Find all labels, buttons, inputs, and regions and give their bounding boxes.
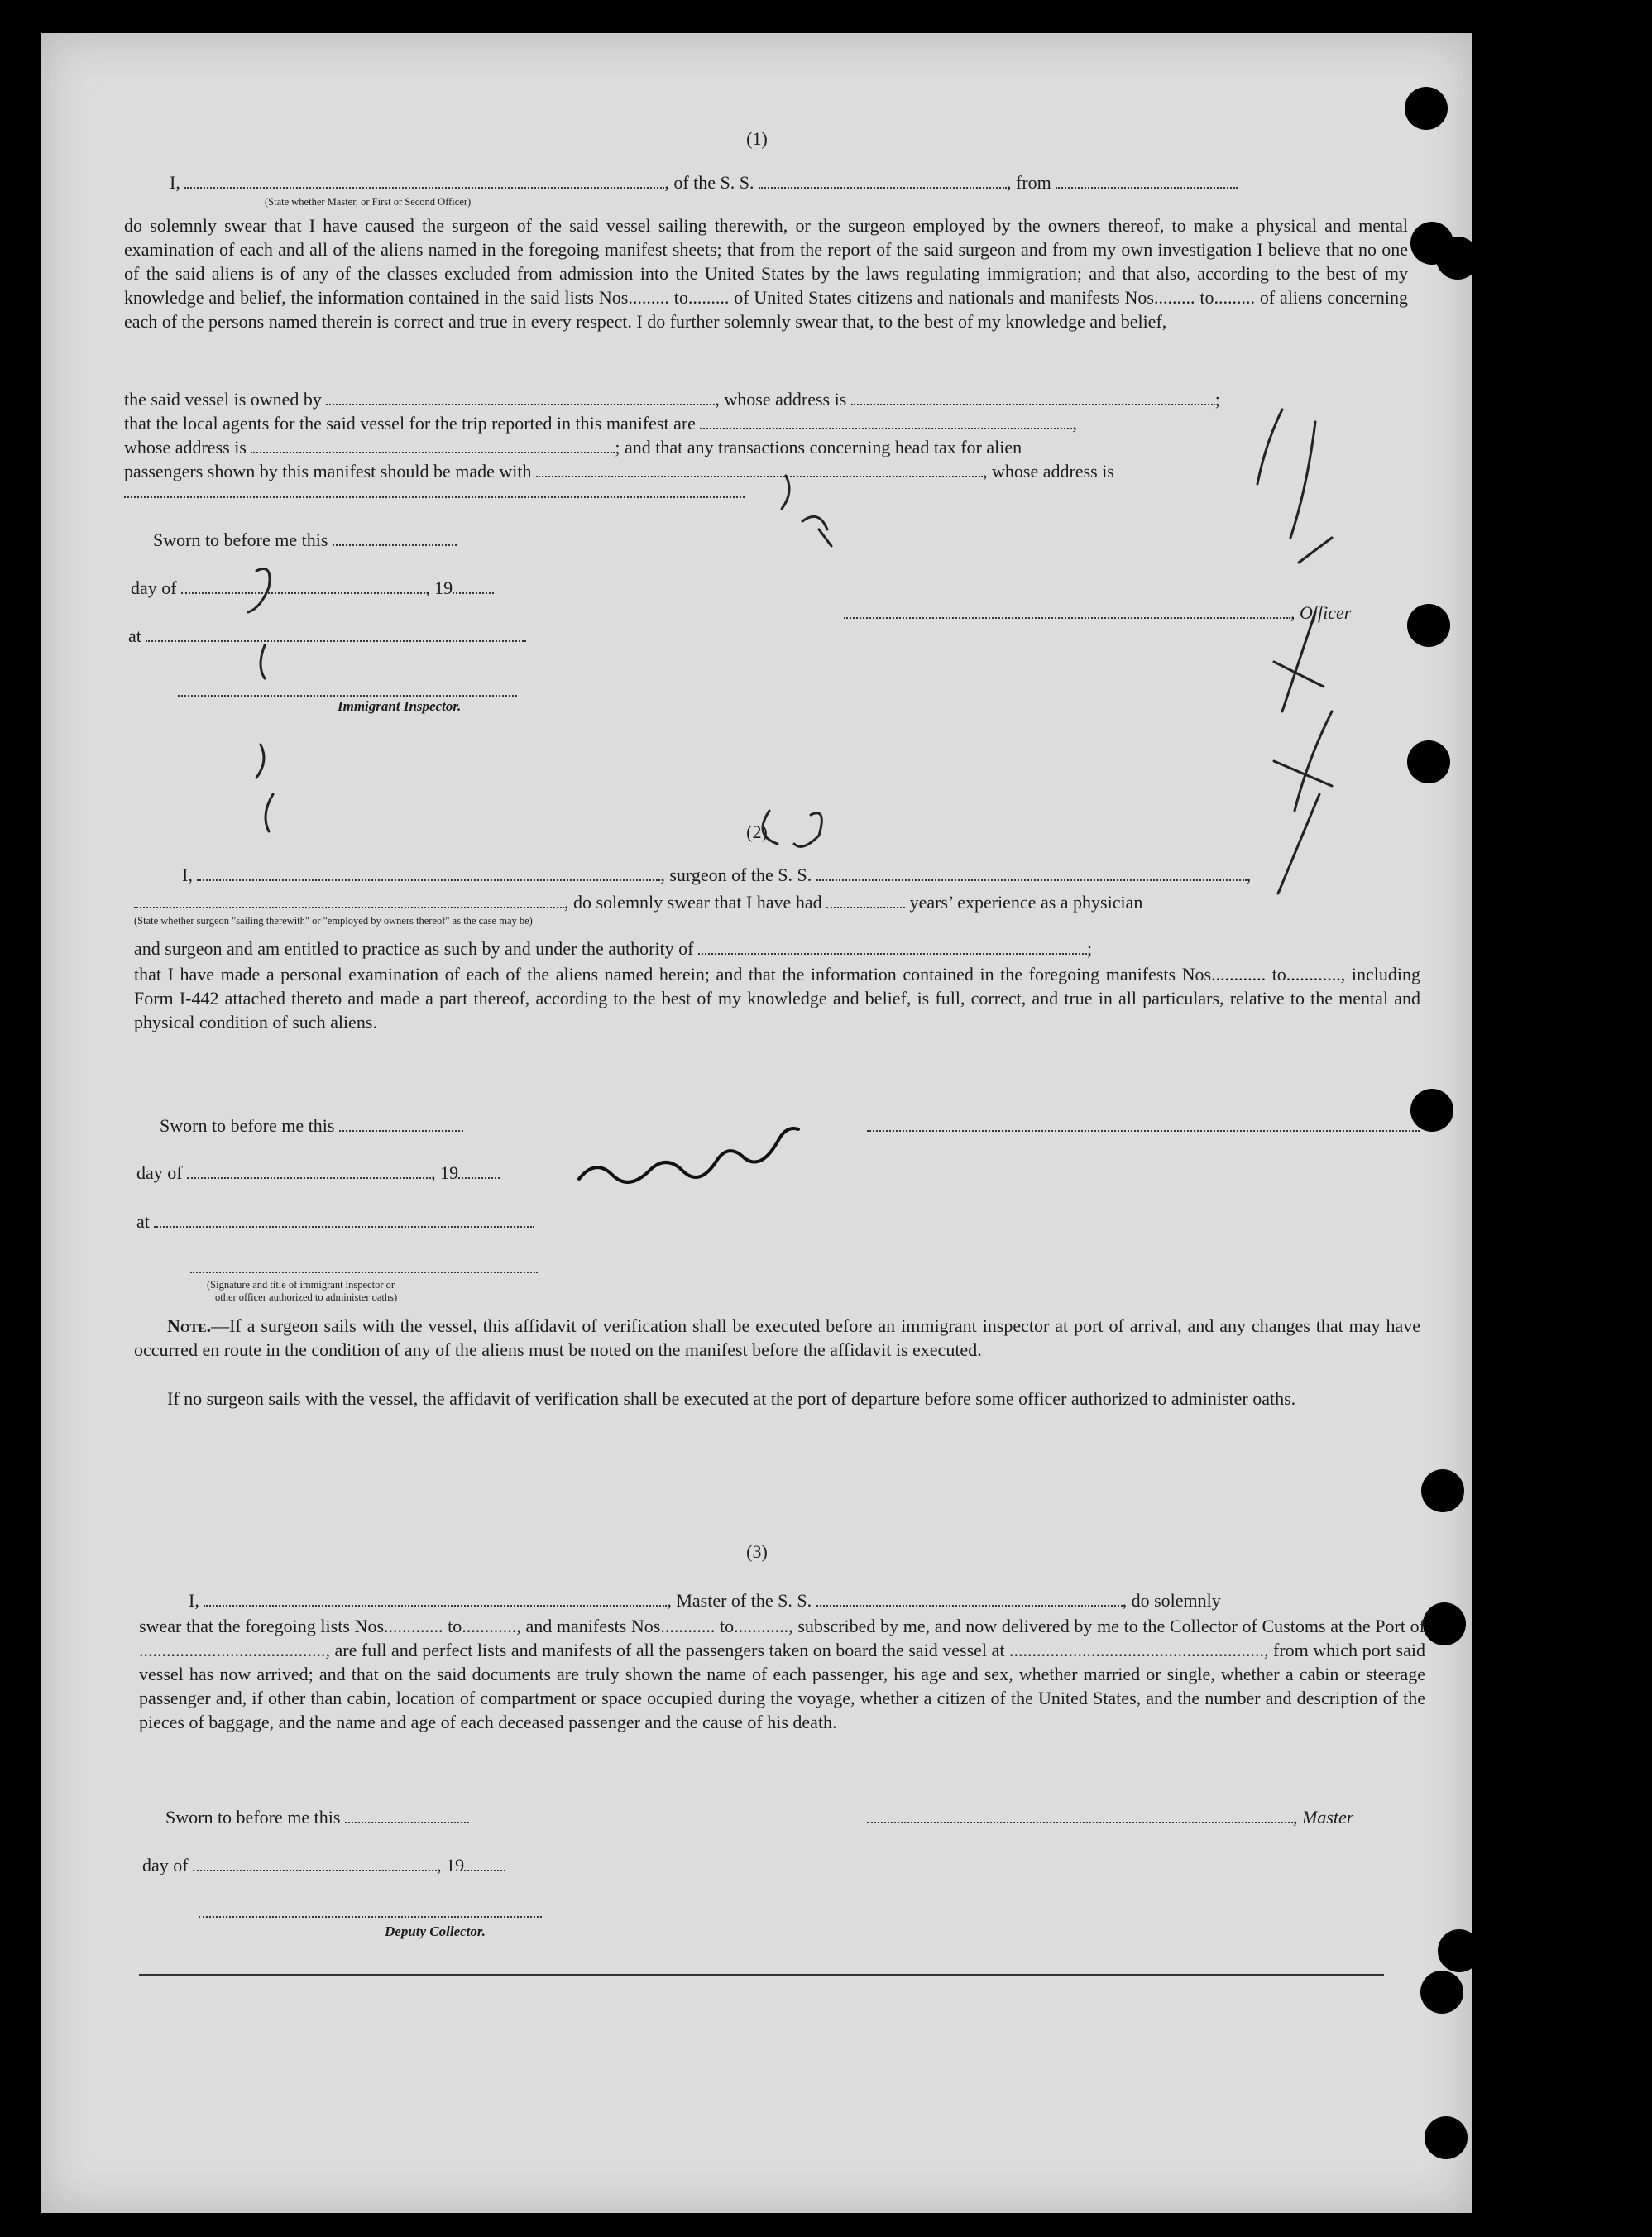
note-paragraph-2: If no surgeon sails with the vessel, the affidavit of verification shall be executed at the port of departure before some officer authorized to administer oaths. (167, 1388, 1296, 1409)
local-agents-line: that the local agents for the said vessel for the trip reported in this manifest are , (124, 413, 1077, 434)
passengers-line: passengers shown by this manifest should be made with , whose address is (124, 461, 1114, 481)
day-line-1: day of , 19 (131, 577, 494, 599)
section-1-line-1: I, , of the S. S. , from (170, 172, 1238, 194)
section-1-body: do solemnly swear that I have caused the surgeon of the said vessel sailing therewith, or the surgeon employed by the owners thereof, to make a physical and mental examination of each and all of the aliens named in the foregoing manifest sheets; that from the report of the said surgeon and from my own investigation I believe that no one of the said aliens is of any of the classes excluded from admission into the United States by the laws regulating immigration; and that also, according to the best of my knowledge and belief, the information contained in the said lists Nos......... to......... of United States citizens and nationals and manifests Nos......... to......... of aliens concerning each of the persons named therein is correct and true in every respect. I do further solemnly swear that, to the best of my knowledge and belief, (124, 215, 1408, 332)
at-line-2: at (136, 1211, 534, 1233)
signature-title-hint-2: other officer authorized to administer oaths) (215, 1291, 398, 1303)
section-3-number: (3) (746, 1541, 768, 1562)
officer-signature-line: , Officer (844, 602, 1351, 624)
owned-by-line: the said vessel is owned by , whose address is ; (124, 389, 1220, 410)
surgeon-signature-mark (579, 1128, 798, 1182)
sworn-line-3: Sworn to before me this (165, 1807, 469, 1828)
section-2-number: (2) (746, 822, 768, 842)
whose-address-line: whose address is ; and that any transactions concerning head tax for alien (124, 437, 1022, 457)
surgeon-line: I, , surgeon of the S. S. , (182, 865, 1252, 885)
handwritten-marks (41, 33, 1472, 2213)
section-2-body: that I have made a personal examination of each of the aliens named herein; and that the information contained in the foregoing manifests Nos............ to............, including Form I-442 attached thereto and made a part thereof, according to the best of my knowledge and belief, is full, correct, and true in all particulars, relative to the mental and physical condition of such aliens. (134, 964, 1420, 1032)
document-page (41, 33, 1472, 2213)
deputy-collector-caption: Deputy Collector. (385, 1923, 486, 1939)
experience-line: , do solemnly swear that I have had years’ experience as a physician (134, 892, 1142, 913)
section-3-body: swear that the foregoing lists Nos............. to............, and manifests Nos............ to............, subscribed by me, and now delivered by me to the Collector of Customs at the Port of ........................................., are full and perfect lists and manifests of all the passengers taken on board the said vessel at ........................................................, from which port said vessel has now arrived; and that on the said documents are truly shown the name of each passenger, his age and sex, whether married or single, whether a cabin or steerage passenger and, if other than cabin, location of compartment or space occupied during the voyage, whether a citizen of the United States, and the number and description of the pieces of baggage, and the name and age of each deceased passenger and the cause of his death. (139, 1616, 1425, 1732)
signature-title-hint: (Signature and title of immigrant inspector or (207, 1279, 395, 1291)
surgeon-type-hint: (State whether surgeon "sailing therewith" or "employed by owners thereof" as the case may be) (134, 915, 533, 927)
master-line: I, , Master of the S. S. , do solemnly (189, 1590, 1221, 1611)
authority-line: and surgeon and am entitled to practice as such by and under the authority of ; (134, 938, 1093, 959)
master-officer-hint: (State whether Master, or First or Second Officer) (265, 196, 472, 208)
immigrant-inspector-caption: Immigrant Inspector. (338, 698, 462, 714)
sworn-line-2: Sworn to before me this (160, 1115, 463, 1137)
sworn-line-1: Sworn to before me this (153, 529, 457, 551)
note-paragraph: Note.—If a surgeon sails with the vessel, this affidavit of verification shall be executed before an immigrant inspector at port of arrival, and any changes that may have occurred en route in the condition of any of the aliens must be noted on the manifest before the affidavit is executed. (134, 1315, 1420, 1360)
master-signature-line: , Master (867, 1807, 1353, 1828)
section-1-number: (1) (746, 128, 768, 149)
day-line-3: day of , 19 (142, 1855, 505, 1876)
day-line-2: day of , 19 (136, 1162, 500, 1184)
at-line-1: at (128, 625, 526, 647)
